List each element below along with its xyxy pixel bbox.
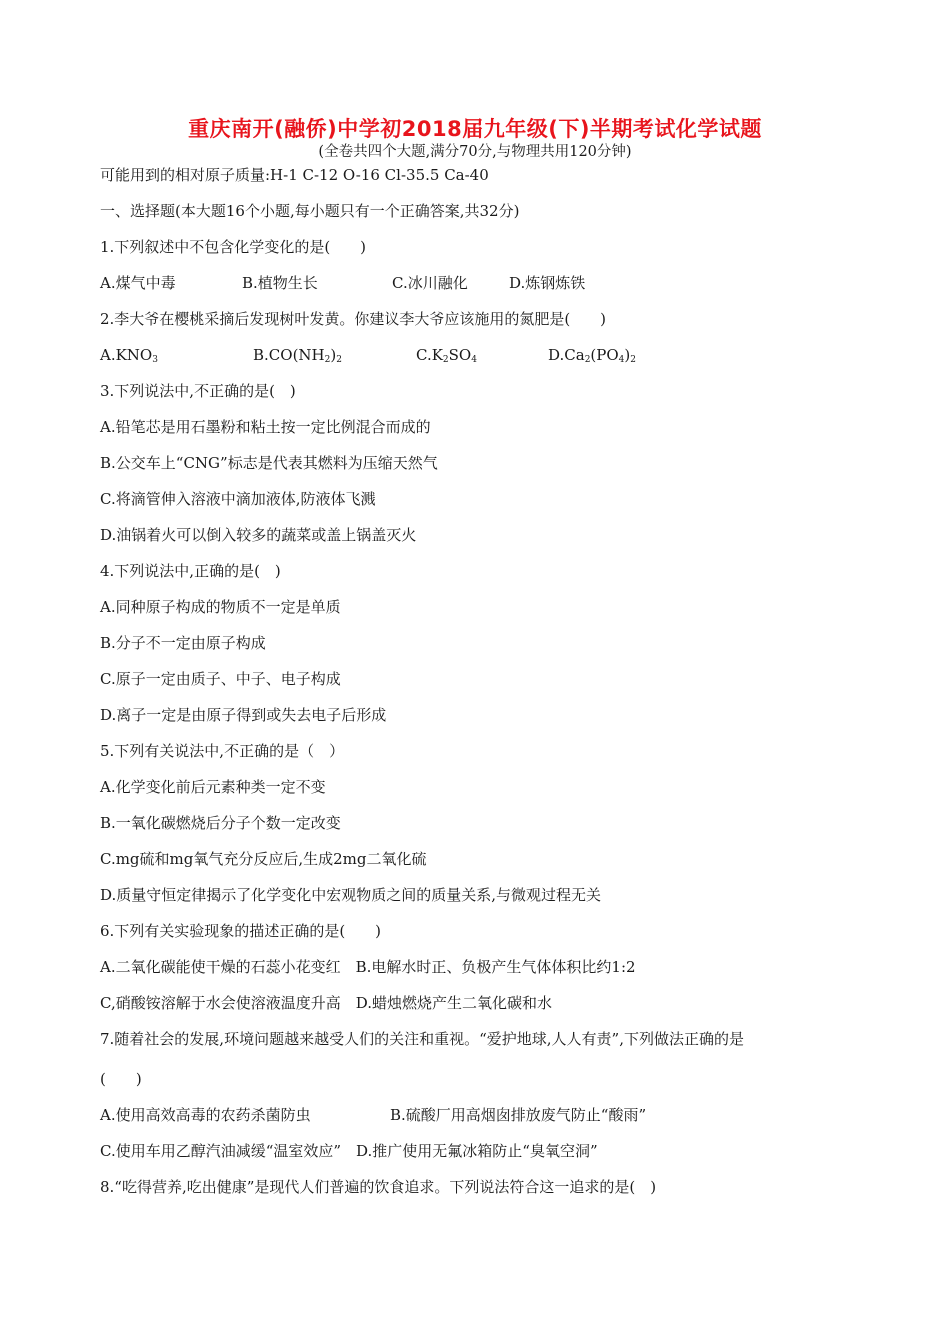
q4-option-c: C.原子一定由质子、中子、电子构成 <box>100 670 341 688</box>
q6-options-cd: C,硝酸铵溶解于水会使溶液温度升高 D.蜡烛燃烧产生二氧化碳和水 <box>100 994 552 1012</box>
q7-option-b: B.硫酸厂用高烟囱排放废气防止“酸雨” <box>390 1106 647 1124</box>
q2-options <box>100 345 636 370</box>
q2-d-text3: ) <box>624 346 631 364</box>
q4-stem: 4.下列说法中,正确的是( ) <box>100 562 281 580</box>
q2-stem: 2.李大爷在樱桃采摘后发现树叶发黄。你建议李大爷应该施用的氮肥是( ) <box>100 310 607 328</box>
section-heading: 一、选择题(本大题16个小题,每小题只有一个正确答案,共32分) <box>100 202 520 220</box>
q3-option-c: C.将滴管伸入溶液中滴加液体,防液体飞溅 <box>100 490 376 508</box>
q1-option-b: B.植物生长 <box>242 274 318 292</box>
q2-b-text: B.CO(NH <box>253 346 325 364</box>
q2-c-text: C.K <box>416 346 443 364</box>
q8-stem: 8.“吃得营养,吃出健康”是现代人们普遍的饮食追求。下列说法符合这一追求的是( ) <box>100 1178 657 1196</box>
q2-b-text2: ) <box>330 346 337 364</box>
q2-c-sub2: 4 <box>471 355 477 365</box>
q3-stem: 3.下列说法中,不正确的是( ) <box>100 382 296 400</box>
q2-a-sub: 3 <box>152 355 158 365</box>
q2-option-a <box>100 345 253 370</box>
q3-option-b: B.公交车上“CNG”标志是代表其燃料为压缩天然气 <box>100 454 438 472</box>
q7-option-a: A.使用高效高毒的农药杀菌防虫 <box>100 1106 311 1124</box>
q1-options <box>100 273 585 293</box>
q1-option-a: A.煤气中毒 <box>100 274 176 292</box>
atomic-mass-line: 可能用到的相对原子质量:H-1 C-12 O-16 Cl-35.5 Ca-40 <box>100 166 489 184</box>
q5-option-b: B.一氧化碳燃烧后分子个数一定改变 <box>100 814 341 832</box>
q2-d-sub3: 2 <box>630 355 636 365</box>
q7-stem: 7.随着社会的发展,环境问题越来越受人们的关注和重视。“爱护地球,人人有责”,下列做法正确的是 <box>100 1030 744 1048</box>
q2-d-text2: (PO <box>590 346 619 364</box>
q4-option-d: D.离子一定是由原子得到或失去电子后形成 <box>100 706 387 724</box>
q5-option-c: C.mg硫和mg氧气充分反应后,生成2mg二氧化硫 <box>100 850 427 868</box>
q2-d-sub: 2 <box>584 355 591 365</box>
q2-c-sub: 2 <box>442 355 449 365</box>
q2-d-sub2: 4 <box>618 355 625 365</box>
q6-options-ab: A.二氧化碳能使干燥的石蕊小花变红 B.电解水时正、负极产生气体体积比约1:2 <box>100 958 636 976</box>
q2-b-sub2: 2 <box>336 355 342 365</box>
q2-b-sub: 2 <box>324 355 331 365</box>
q2-d-text: D.Ca <box>548 346 585 364</box>
exam-title: 重庆南开(融侨)中学初2018届九年级(下)半期考试化学试题 <box>188 117 762 141</box>
q2-option-d <box>548 345 636 370</box>
q4-option-b: B.分子不一定由原子构成 <box>100 634 266 652</box>
q2-a-text: A.KNO <box>100 346 153 364</box>
q1-stem: 1.下列叙述中不包含化学变化的是( ) <box>100 238 367 256</box>
q3-option-a: A.铅笔芯是用石墨粉和粘土按一定比例混合而成的 <box>100 418 431 436</box>
q2-option-b <box>253 345 416 370</box>
q6-stem: 6.下列有关实验现象的描述正确的是( ) <box>100 922 382 940</box>
q1-option-c: C.冰川融化 <box>392 274 468 292</box>
exam-subtitle: (全卷共四个大题,满分70分,与物理共用120分钟) <box>318 144 632 160</box>
q1-option-d: D.炼钢炼铁 <box>509 274 586 292</box>
q7-options-ab <box>100 1105 646 1125</box>
q3-option-d: D.油锅着火可以倒入较多的蔬菜或盖上锅盖灭火 <box>100 526 417 544</box>
q5-option-d: D.质量守恒定律揭示了化学变化中宏观物质之间的质量关系,与微观过程无关 <box>100 886 602 904</box>
q5-option-a: A.化学变化前后元素种类一定不变 <box>100 778 326 796</box>
q2-option-c <box>416 345 548 370</box>
q4-option-a: A.同种原子构成的物质不一定是单质 <box>100 598 341 616</box>
q2-c-text2: SO <box>448 346 472 364</box>
q7-options-cd: C.使用车用乙醇汽油减缓“温室效应” D.推广使用无氟冰箱防止“臭氧空洞” <box>100 1142 598 1160</box>
q7-paren: ( ) <box>100 1070 142 1088</box>
q5-stem: 5.下列有关说法中,不正确的是（ ） <box>100 742 345 760</box>
